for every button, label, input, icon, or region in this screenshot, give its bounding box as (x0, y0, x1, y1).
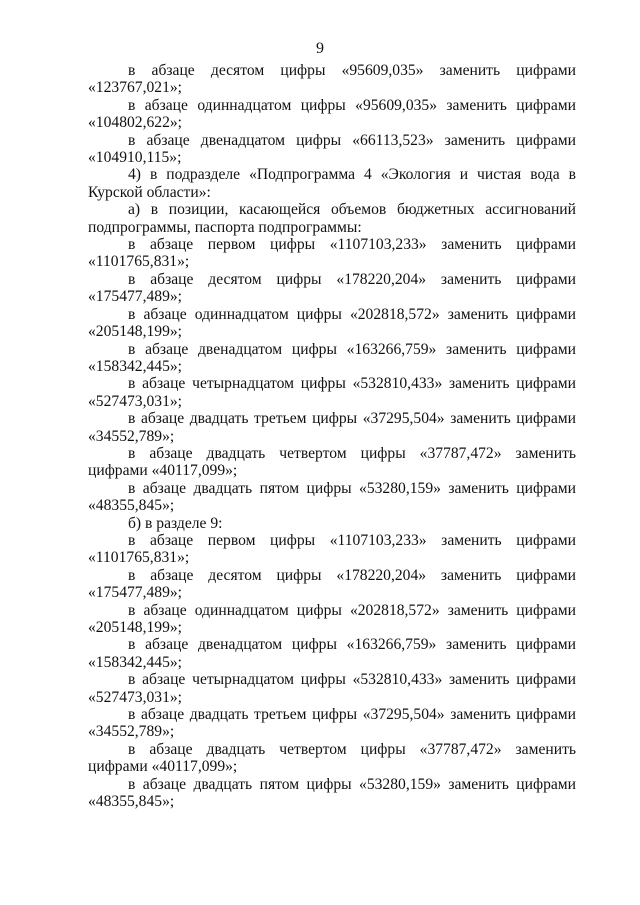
paragraph: в абзаце двадцать четвертом цифры «37787,472» заменить цифрами «40117,099»; (88, 444, 576, 480)
paragraph: в абзаце одиннадцатом цифры «95609,035» заменить цифрами «104802,622»; (88, 96, 576, 132)
paragraph: в абзаце десятом цифры «178220,204» заменить цифрами «175477,489»; (88, 566, 576, 602)
paragraph: в абзаце первом цифры «1107103,233» заменить цифрами «1101765,831»; (88, 236, 576, 271)
document-body (88, 62, 576, 810)
subsection-heading: б) в разделе 9: (128, 514, 223, 532)
paragraph: в абзаце двадцать третьем цифры «37295,504» заменить цифрами «34552,789»; (88, 706, 576, 741)
paragraph: в абзаце двенадцатом цифры «163266,759» заменить цифрами «158342,445»; (88, 340, 576, 375)
paragraph: в абзаце двадцать пятом цифры «53280,159» заменить цифрами «48355,845»; (88, 479, 576, 515)
paragraph: в абзаце двадцать четвертом цифры «37787,472» заменить цифрами «40117,099»; (88, 740, 576, 776)
paragraph: в абзаце двадцать третьем цифры «37295,504» заменить цифрами «34552,789»; (88, 410, 576, 445)
paragraph: в абзаце четырнадцатом цифры «532810,433» заменить цифрами «527473,031»; (88, 375, 576, 410)
paragraph: в абзаце десятом цифры «178220,204» заменить цифрами «175477,489»; (88, 270, 576, 306)
paragraph: в абзаце двенадцатом цифры «163266,759» заменить цифрами «158342,445»; (88, 636, 576, 671)
page-number: 9 (316, 40, 324, 57)
paragraph: в абзаце первом цифры «1107103,233» заменить цифрами «1101765,831»; (88, 531, 576, 567)
subsection-heading: 4) в подразделе «Подпрограмма 4 «Экология и чистая вода в Курской области»: (88, 166, 576, 201)
paragraph: а) в позиции, касающейся объемов бюджетных ассигнований подпрограммы, паспорта подпрограммы: (88, 201, 576, 236)
paragraph: в абзаце десятом цифры «95609,035» заменить цифрами «123767,021»; (88, 62, 576, 97)
paragraph: в абзаце одиннадцатом цифры «202818,572» заменить цифрами «205148,199»; (88, 305, 576, 341)
paragraph: в абзаце двенадцатом цифры «66113,523» заменить цифрами «104910,115»; (88, 131, 576, 167)
paragraph: в абзаце четырнадцатом цифры «532810,433» заменить цифрами «527473,031»; (88, 671, 576, 706)
paragraph: в абзаце одиннадцатом цифры «202818,572» заменить цифрами «205148,199»; (88, 601, 576, 636)
paragraph: в абзаце двадцать пятом цифры «53280,159» заменить цифрами «48355,845»; (88, 775, 576, 811)
